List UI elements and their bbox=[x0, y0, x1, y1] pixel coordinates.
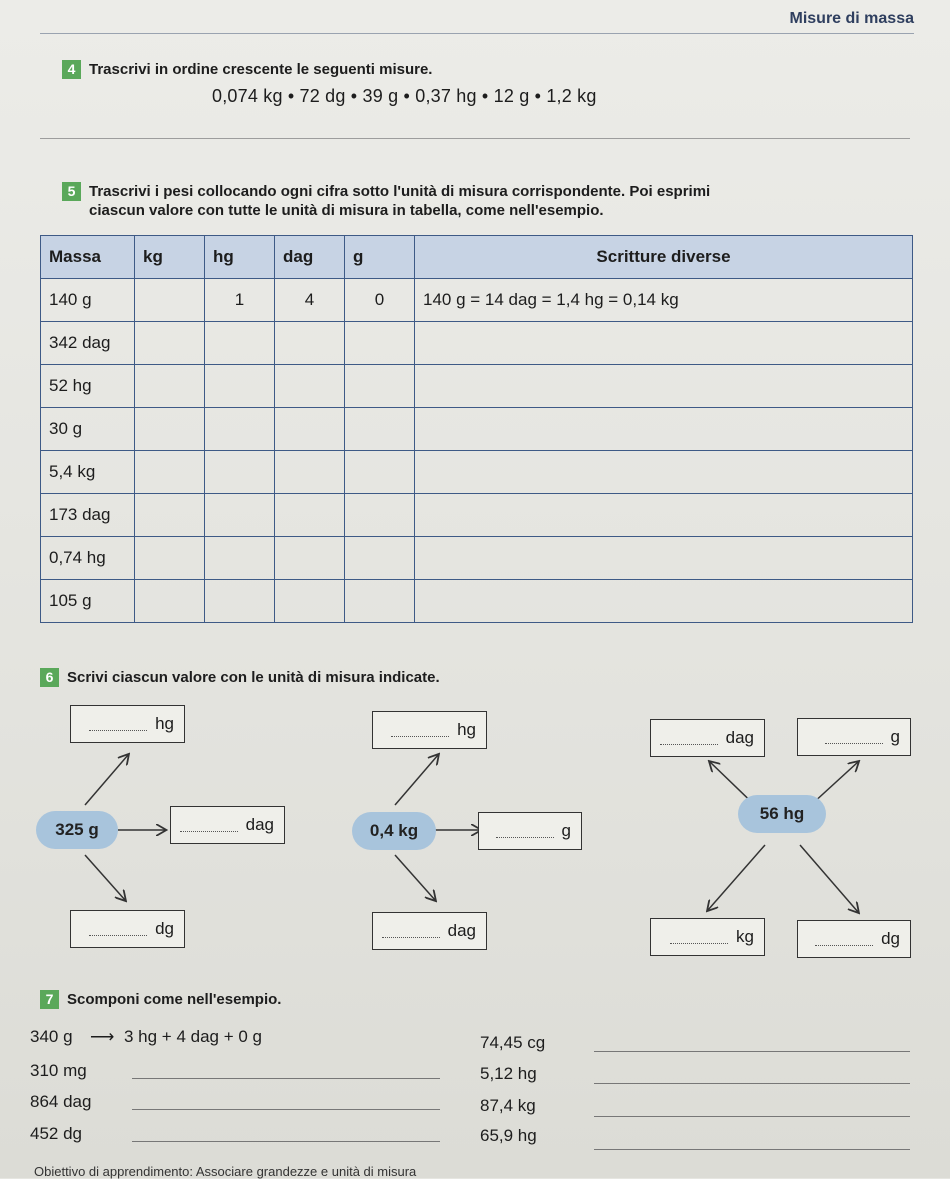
ex7-left-answer-0: 3 hg + 4 dag + 0 g bbox=[124, 1027, 263, 1046]
g1-dg-box[interactable] bbox=[70, 910, 185, 948]
ex7-left-answer-line-2[interactable] bbox=[132, 1109, 440, 1110]
g2-source: 0,4 kg bbox=[352, 812, 436, 850]
arrow-56-to-dg bbox=[800, 845, 858, 912]
ex7-right-value-1: 5,12 hg bbox=[480, 1064, 537, 1083]
ex7-left-value-1: 310 mg bbox=[30, 1061, 87, 1080]
header-dag: dag bbox=[275, 236, 345, 279]
exercise-5-instruction-line1: Trascrivi i pesi collocando ogni cifra sotto l'unità di misura corrispondente. Poi esprimi bbox=[89, 183, 711, 200]
header-hg: hg bbox=[205, 236, 275, 279]
g3-dag-unit: dag bbox=[725, 728, 754, 747]
ex7-right-value-0: 74,45 cg bbox=[480, 1033, 546, 1052]
page-title: Misure di massa bbox=[789, 10, 914, 27]
cell-massa: 342 dag bbox=[41, 322, 135, 365]
ex7-left-answer-line-3[interactable] bbox=[132, 1141, 440, 1142]
g2-dag-unit: dag bbox=[447, 921, 476, 940]
g2-hg-unit: hg bbox=[457, 720, 476, 739]
ex7-left-value-0: 340 g bbox=[30, 1027, 73, 1046]
cell-massa: 140 g bbox=[41, 279, 135, 322]
g3-kg-box[interactable] bbox=[650, 918, 765, 956]
cell-massa: 0,74 hg bbox=[41, 537, 135, 580]
exercise-7-number: 7 bbox=[40, 990, 59, 1009]
g1-dag-box[interactable] bbox=[170, 806, 285, 844]
g3-g-unit: g bbox=[890, 727, 900, 746]
cell-dag[interactable]: 4 bbox=[275, 279, 345, 322]
g3-dg-unit: dg bbox=[881, 929, 900, 948]
ex7-right-answer-line-1[interactable] bbox=[594, 1083, 910, 1084]
arrow-04-to-dag bbox=[395, 855, 435, 900]
ex7-right-answer-line-2[interactable] bbox=[594, 1116, 910, 1117]
g1-hg-box[interactable] bbox=[70, 705, 185, 743]
header-kg: kg bbox=[135, 236, 205, 279]
exercise-4-instruction: Trascrivi in ordine crescente le seguenti misure. bbox=[89, 61, 433, 78]
ex7-right-value-2: 87,4 kg bbox=[480, 1096, 536, 1115]
exercise-6-instruction: Scrivi ciascun valore con le unità di misura indicate. bbox=[67, 669, 440, 686]
cell-massa: 52 hg bbox=[41, 365, 135, 408]
exercise-4-number: 4 bbox=[62, 60, 81, 79]
header-scritture: Scritture diverse bbox=[415, 236, 913, 279]
exercise-7-heading bbox=[40, 990, 281, 1009]
g3-g-box[interactable] bbox=[797, 718, 911, 756]
ex7-left-answer-line-1[interactable] bbox=[132, 1078, 440, 1079]
g3-dag-box[interactable] bbox=[650, 719, 765, 757]
ex7-left-value-2: 864 dag bbox=[30, 1092, 92, 1111]
cell-massa: 30 g bbox=[41, 408, 135, 451]
exercise-5-instruction-line2: ciascun valore con tutte le unità di misura in tabella, come nell'esempio. bbox=[89, 202, 604, 219]
cell-hg[interactable]: 1 bbox=[205, 279, 275, 322]
g2-dag-box[interactable] bbox=[372, 912, 487, 950]
g1-dg-unit: dg bbox=[155, 919, 174, 938]
g1-dag-unit: dag bbox=[245, 815, 274, 834]
cell-scritture[interactable]: 140 g = 14 dag = 1,4 hg = 0,14 kg bbox=[415, 279, 913, 322]
exercise-7-instruction: Scomponi come nell'esempio. bbox=[67, 991, 282, 1008]
cell-g[interactable]: 0 bbox=[345, 279, 415, 322]
arrow-04-to-hg bbox=[395, 755, 438, 805]
cell-massa: 5,4 kg bbox=[41, 451, 135, 494]
arrow-56-to-kg bbox=[708, 845, 765, 910]
exercise-6-number: 6 bbox=[40, 668, 59, 687]
exercise-4-measures: 0,074 kg • 72 dg • 39 g • 0,37 hg • 12 g • 1,2 kg bbox=[212, 86, 597, 106]
exercise-5-number: 5 bbox=[62, 182, 81, 201]
g3-source: 56 hg bbox=[738, 795, 826, 833]
cell-massa: 105 g bbox=[41, 580, 135, 623]
g3-dg-box[interactable] bbox=[797, 920, 911, 958]
g2-hg-box[interactable] bbox=[372, 711, 487, 749]
ex7-right-answer-line-0[interactable] bbox=[594, 1051, 910, 1052]
g2-g-unit: g bbox=[561, 821, 571, 840]
header-massa: Massa bbox=[41, 236, 135, 279]
footer-objective: Obiettivo di apprendimento: Associare grandezze e unità di misura bbox=[34, 1164, 417, 1179]
g3-kg-unit: kg bbox=[736, 927, 754, 946]
ex7-arrow-0: ⟶ bbox=[90, 1027, 115, 1046]
g1-hg-unit: hg bbox=[155, 714, 174, 733]
ex7-right-answer-line-3[interactable] bbox=[594, 1149, 910, 1150]
arrow-325-to-hg bbox=[85, 755, 128, 805]
g2-g-box[interactable] bbox=[478, 812, 582, 850]
cell-massa: 173 dag bbox=[41, 494, 135, 537]
ex7-left-value-3: 452 dg bbox=[30, 1124, 82, 1143]
arrow-325-to-dg bbox=[85, 855, 125, 900]
g1-source: 325 g bbox=[36, 811, 118, 849]
header-g: g bbox=[345, 236, 415, 279]
ex7-right-value-3: 65,9 hg bbox=[480, 1126, 537, 1145]
